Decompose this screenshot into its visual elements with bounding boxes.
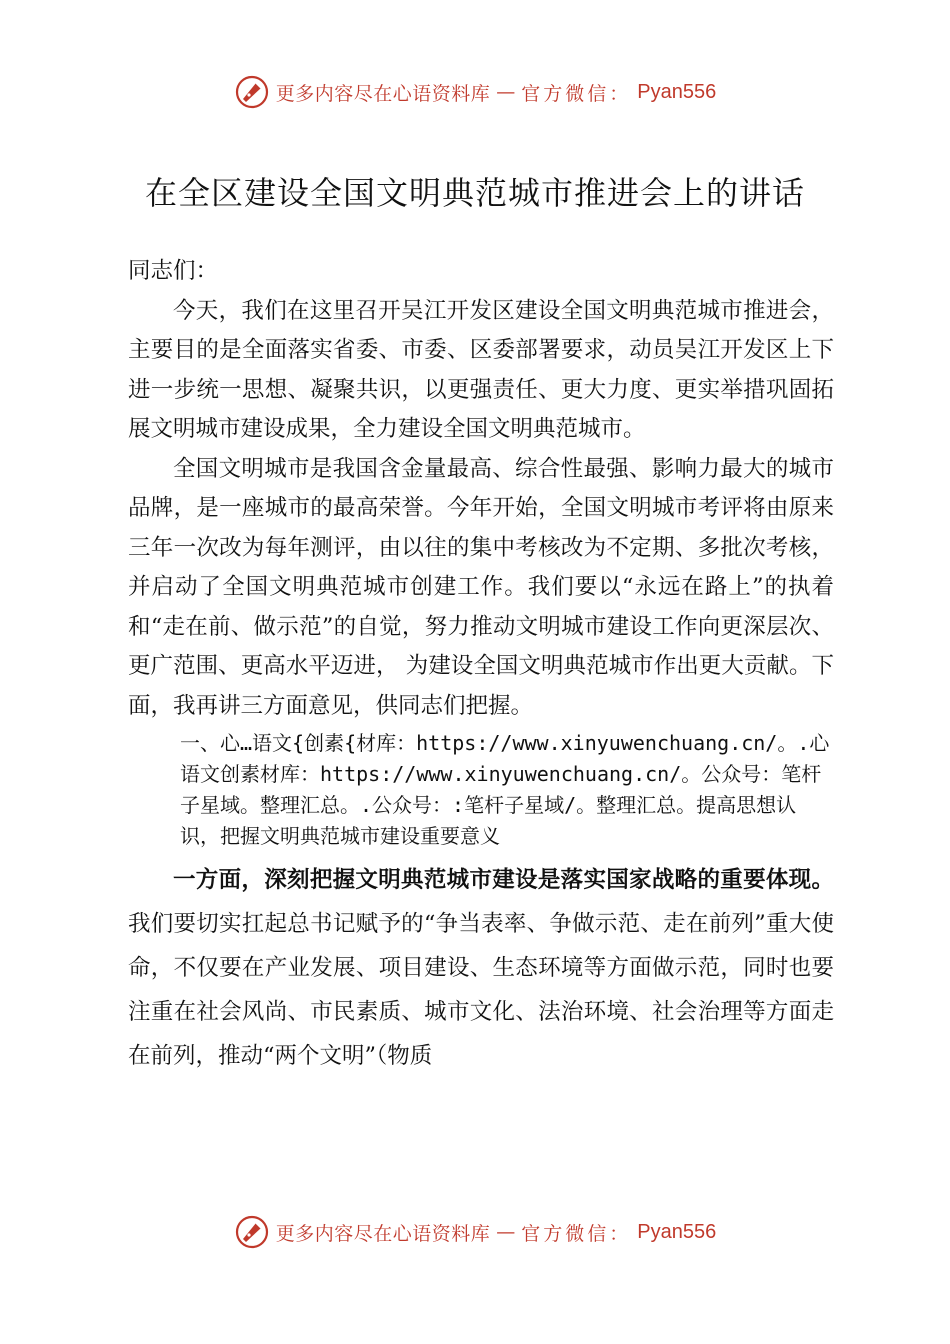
paragraph-3: [128, 858, 834, 1078]
paragraph-1: 今天，我们在这里召开吴江开发区建设全国文明典范城市推进会，主要目的是全面落实省委、市委、区委部署要求，动员吴江开发区上下进一步统一思想、凝聚共识，以更强责任、更大力度、更实举措巩固拓展文明城市建设成果，全力建设全国文明典范城市。: [128, 297, 834, 442]
paragraph-2: 全国文明城市是我国含金量最高、综合性最强、影响力最大的城市品牌，是一座城市的最高荣誉。今年开始，全国文明城市考评将由原来三年一次改为每年测评，由以往的集中考核改为不定期、多批次考核，并启动了全国文明典范城市创建工作。我们要以“永远在路上”的执着和“走在前、做示范”的自觉，努力推动文明城市建设工作向更深层次、更广范围、更高水平迈进， 为建设全国文明典范城市作出更大贡献。下面，我再讲三方面意见，供同志们把握。: [128, 455, 834, 719]
watermark-separator: —: [496, 81, 516, 103]
watermark-separator: —: [496, 1221, 516, 1243]
watermark-banner-bottom: [0, 1212, 950, 1252]
document-body: [128, 252, 834, 1078]
pen-nib-logo-icon: [234, 1214, 270, 1250]
document-title: 在全区建设全国文明典范城市推进会上的讲话: [144, 174, 805, 212]
salutation: 同志们：: [128, 258, 219, 284]
watermark-wechat-id: Pyan556: [637, 80, 717, 103]
point-one-lead: 一方面，深刻把握文明典范城市建设是落实国家战略的重要体现。: [173, 867, 834, 893]
pen-nib-logo-icon: [234, 74, 270, 110]
watermark-wechat-label: 官方微信：: [521, 1222, 632, 1245]
watermark-brand-text: 更多内容尽在心语资料库: [275, 82, 491, 105]
watermark-brand-text: 更多内容尽在心语资料库: [275, 1222, 491, 1245]
point-one-body: 我们要切实扛起总书记赋予的“争当表率、争做示范、走在前列”重大使命，不仅要在产业发展、项目建设、生态环境等方面做示范，同时也要注重在社会风尚、市民素质、城市文化、法治环境、社会治理等方面走在前列，推动“两个文明”（物质: [128, 911, 834, 1069]
section-heading-1: 一、心…语文{创素{材库：https://www.xinyuwenchuang.cn/。.心语文创素材库：https://www.xinyuwenchuang.cn/。公众号：笔杆子星域。整理汇总。.公众号：:笔杆子星域/。整理汇总。提高思想认识，把握文明典范城市建设重要意义: [180, 731, 830, 848]
watermark-wechat-label: 官方微信：: [521, 82, 632, 105]
watermark-banner-top: [0, 72, 950, 112]
watermark-wechat-id: Pyan556: [637, 1220, 717, 1243]
